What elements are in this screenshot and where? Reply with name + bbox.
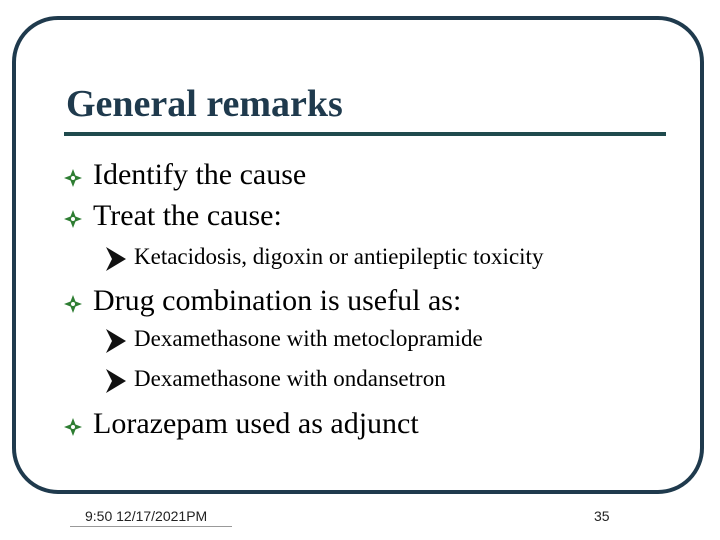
title-underline: [64, 132, 666, 136]
bullet-item-2: [62, 199, 282, 233]
sub-bullet-text: Dexamethasone with metoclopramide: [134, 326, 483, 351]
diamond-bullet-icon: [62, 167, 84, 189]
sub-bullet-text: Dexamethasone with ondansetron: [134, 366, 446, 391]
sub-bullet-item: [104, 242, 543, 272]
footer-divider: [70, 526, 232, 527]
bullet-text: Treat the cause:: [93, 199, 282, 232]
diamond-bullet-icon: [62, 416, 84, 438]
bullet-item-4: [62, 407, 419, 441]
arrow-bullet-icon: [104, 244, 128, 274]
diamond-bullet-icon: [62, 293, 84, 315]
diamond-bullet-icon: [62, 208, 84, 230]
sub-bullet-item: [104, 324, 483, 354]
arrow-bullet-icon: [104, 326, 128, 356]
sub-bullet-text: Ketacidosis, digoxin or antiepileptic toxicity: [134, 244, 544, 269]
sub-bullet-item: [104, 364, 446, 394]
slide-title: General remarks: [66, 83, 343, 125]
bullet-text: Lorazepam used as adjunct: [93, 407, 419, 440]
bullet-item-1: [62, 158, 306, 192]
arrow-bullet-icon: [104, 366, 128, 396]
bullet-text: Identify the cause: [93, 158, 307, 191]
bullet-item-3: [62, 284, 461, 318]
footer-datetime: 9:50 12/17/2021PM: [85, 508, 208, 524]
bullet-text: Drug combination is useful as:: [93, 284, 462, 317]
page-number: 35: [594, 508, 610, 524]
